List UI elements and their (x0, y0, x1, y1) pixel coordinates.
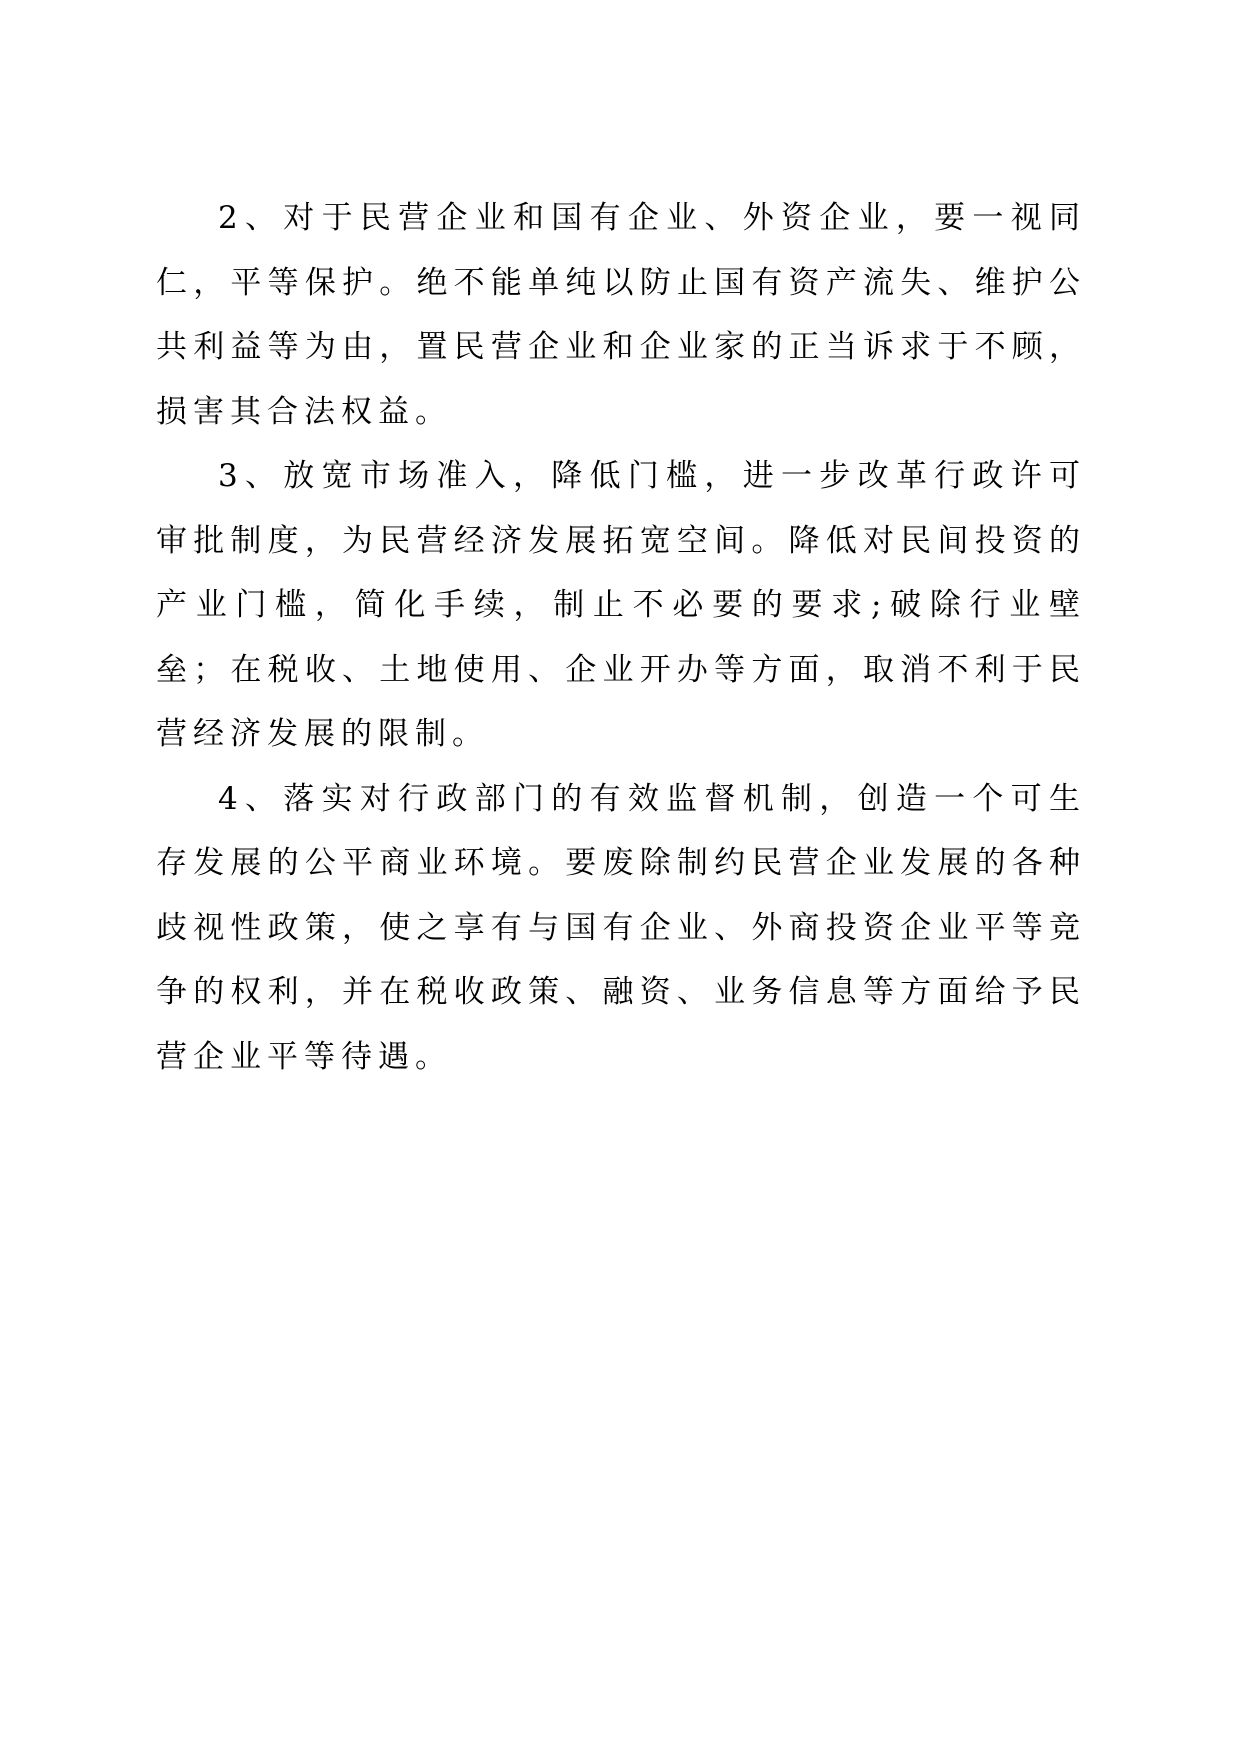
paragraph-2: 2、对于民营企业和国有企业、外资企业，要一视同仁，平等保护。绝不能单纯以防止国有资产流失、维护公共利益等为由，置民营企业和企业家的正当诉求于不顾，损害其合法权益。 (156, 200, 1086, 430)
paragraph-4: 4、落实对行政部门的有效监督机制，创造一个可生存发展的公平商业环境。要废除制约民营企业发展的各种歧视性政策，使之享有与国有企业、外商投资企业平等竞争的权利，并在税收政策、融资、业务信息等方面给予民营企业平等待遇。 (156, 780, 1086, 1075)
paragraph-3: 3、放宽市场准入，降低门槛，进一步改革行政许可审批制度，为民营经济发展拓宽空间。降低对民间投资的产业门槛，简化手续，制止不必要的要求;破除行业壁垒；在税收、土地使用、企业开办等方面，取消不利于民营经济发展的限制。 (156, 458, 1086, 752)
document-body (156, 186, 1086, 1089)
